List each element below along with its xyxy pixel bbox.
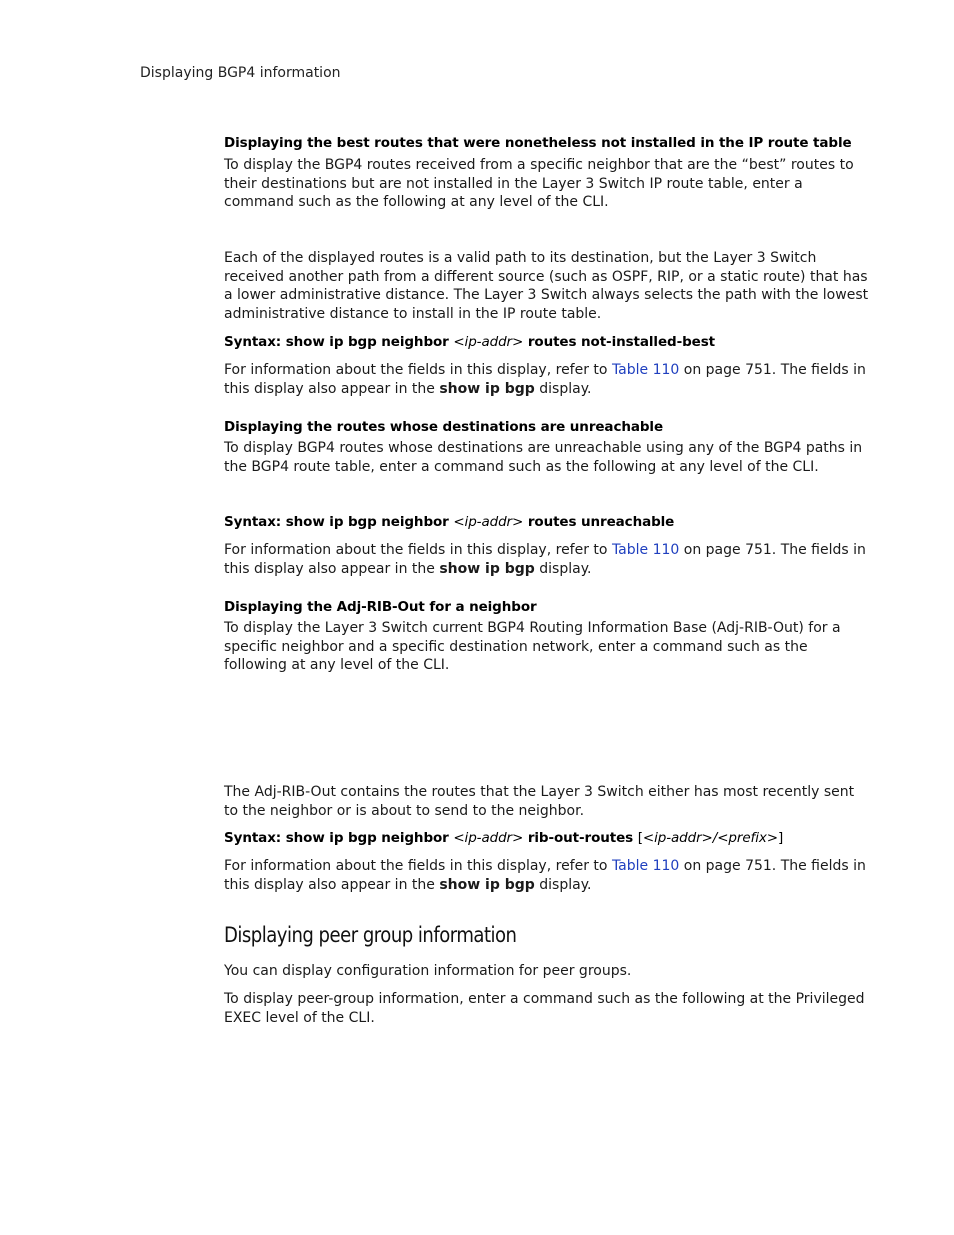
section-heading-not-installed-best: Displaying the best routes that were nonetheless not installed in the IP route table [224,135,852,151]
table-110-link[interactable]: Table 110 [611,362,680,378]
syntax-rib-out-routes [224,830,872,846]
table-110-link[interactable]: Table 110 [611,542,680,558]
syntax-command: Syntax: show ip bgp neighbor [224,514,454,530]
syntax-keyword: rib-out-routes [523,830,638,846]
syntax-argument: <ip-addr> [453,830,524,846]
syntax-optional-argument: <ip-addr>/<prefix> [642,830,778,846]
section-title-peer-group: Displaying peer group information [224,923,517,947]
syntax-command: Syntax: show ip bgp neighbor [224,830,454,846]
paragraph-field-info [224,361,872,398]
section-heading-unreachable: Displaying the routes whose destinations are unreachable [224,419,664,435]
syntax-bracket-open: [ [637,830,643,846]
table-110-link[interactable]: Table 110 [611,858,680,874]
text: display. [534,876,592,893]
command-name: show ip bgp [439,380,535,397]
text: For information about the fields in this display, refer to [224,542,612,558]
syntax-keyword: routes unreachable [523,514,675,530]
paragraph-intro-unreachable: To display BGP4 routes whose destinations are unreachable using any of the BGP4 paths in the BGP4 route table, enter a command such as the following at any level of the CLI. [224,440,863,475]
text: display. [534,560,592,577]
syntax-keyword: routes not-installed-best [523,334,715,350]
syntax-command: Syntax: show ip bgp neighbor [224,334,454,350]
text: on page 751. The fields in this display also appear in the [224,858,866,893]
syntax-argument: <ip-addr> [453,334,524,350]
paragraph-valid-path: Each of the displayed routes is a valid path to its destination, but the Layer 3 Switch received another path from a different source (such as OSPF, RIP, or a static route) that has a lower administrative distance. The Layer 3 Switch always selects the path with the lowest administrative distance to install in the IP route table. [224,250,869,323]
paragraph-peer-group-command: To display peer-group information, enter a command such as the following at the Privileged EXEC level of the CLI. [224,991,865,1026]
command-name: show ip bgp [439,560,535,577]
syntax-argument: <ip-addr> [453,514,524,530]
syntax-bracket-close: ] [777,830,784,846]
text: For information about the fields in this display, refer to [224,362,612,378]
text: For information about the fields in this display, refer to [224,858,612,874]
text: display. [534,380,592,397]
paragraph-intro-adj-rib-out: To display the Layer 3 Switch current BGP4 Routing Information Base (Adj-RIB-Out) for a specific neighbor and a specific destination network, enter a command such as the following at any level of the CLI. [224,620,841,674]
syntax-not-installed-best [224,334,872,350]
syntax-unreachable [224,514,872,530]
paragraph-intro-not-installed-best: To display the BGP4 routes received from a specific neighbor that are the “best” routes to their destinations but are not installed in the Layer 3 Switch IP route table, enter a command such as the following at any level of the CLI. [224,157,854,211]
text: on page 751. The fields in this display also appear in the [224,362,866,397]
paragraph-adj-rib-out-contents: The Adj-RIB-Out contains the routes that the Layer 3 Switch either has most recently sent to the neighbor or is about to send to the neighbor. [224,784,855,819]
paragraph-field-info [224,857,872,894]
running-header: Displaying BGP4 information [140,65,341,81]
section-heading-adj-rib-out: Displaying the Adj-RIB-Out for a neighbor [224,599,537,615]
command-name: show ip bgp [439,876,535,893]
paragraph-peer-group-intro: You can display configuration information for peer groups. [224,963,632,979]
text: on page 751. The fields in this display also appear in the [224,542,866,577]
paragraph-field-info [224,541,872,578]
